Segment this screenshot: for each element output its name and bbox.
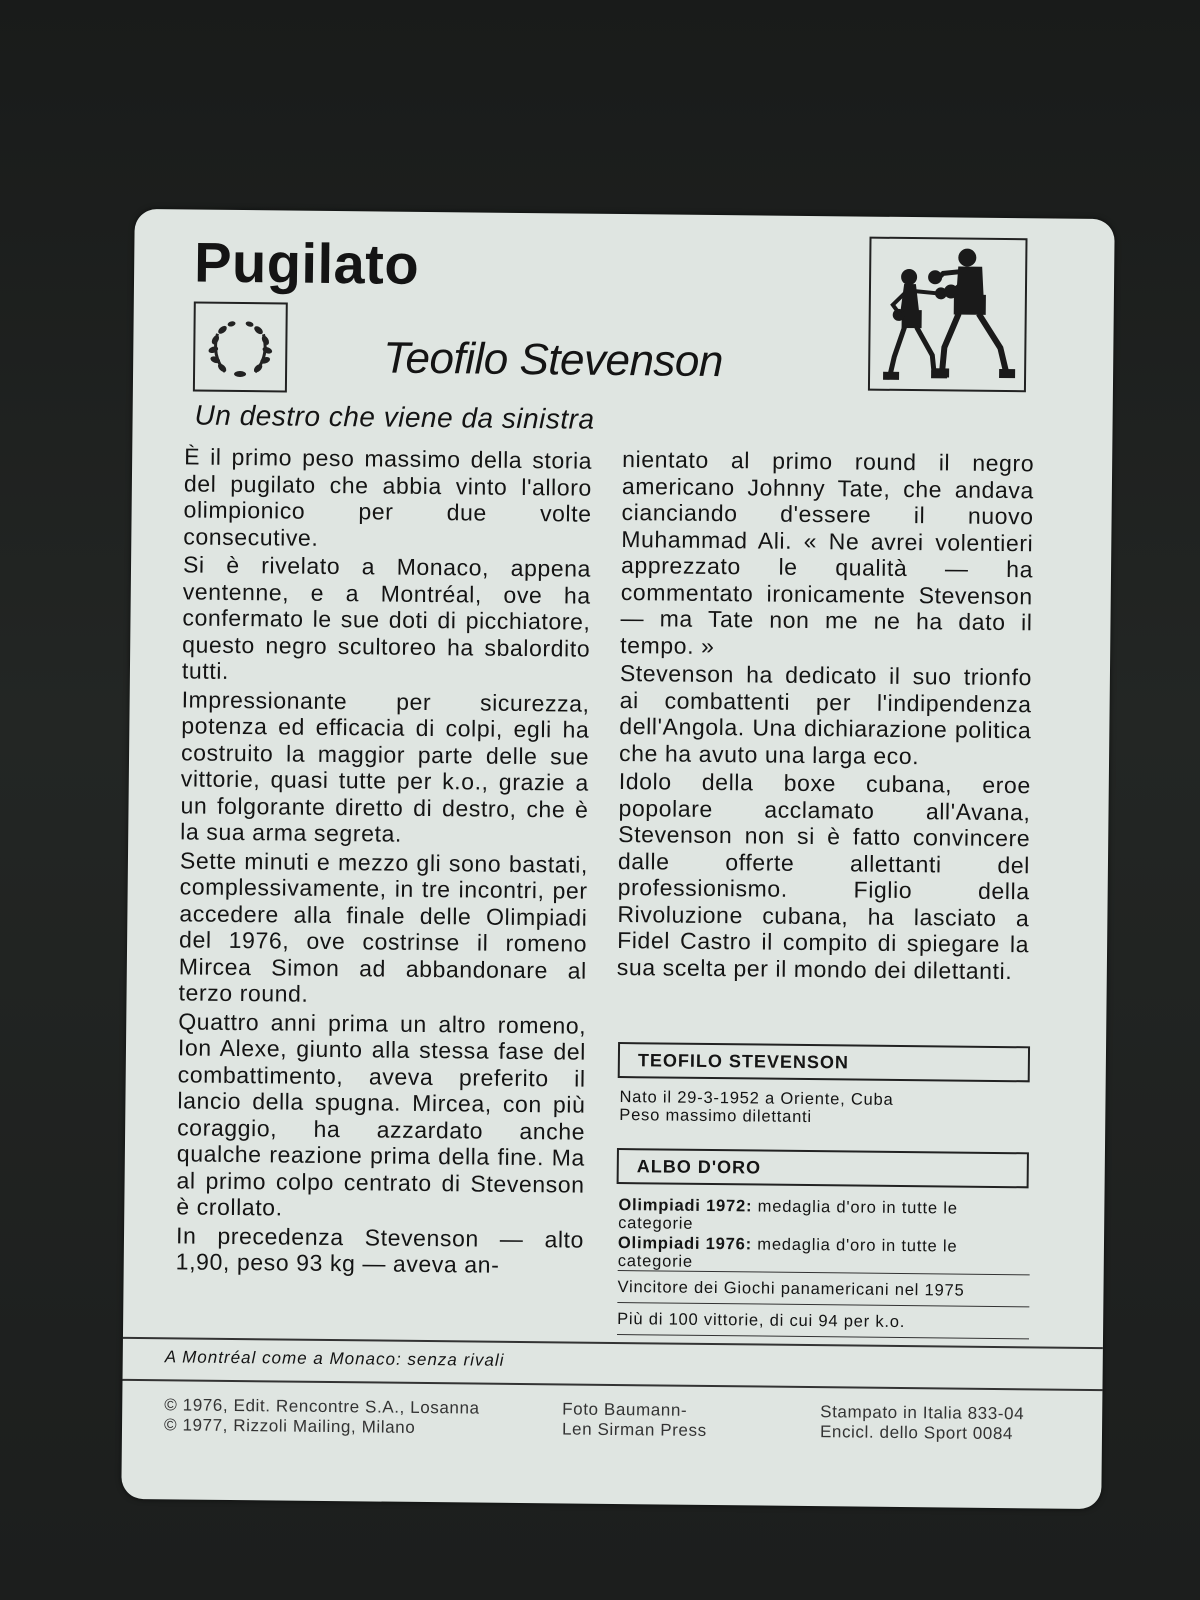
profile-header: TEOFILO STEVENSON: [618, 1042, 1030, 1082]
panamerican-honour: Vincitore dei Giochi panamericani nel 1975: [617, 1278, 965, 1300]
birth-info: Nato il 29-3-1952 a Oriente, Cuba: [619, 1088, 894, 1109]
paragraph: Sette minuti e mezzo gli sono bastati, complessivamente, in tre incontri, per accedere alla finale delle Olimpiadi del 1976, ove costrinse il romeno Mircea Simon ad abbandonare al terzo round.: [178, 846, 589, 1007]
divider: [617, 1302, 1029, 1307]
honour-1972: [618, 1196, 1030, 1236]
print-info-line: Stampato in Italia 833-04: [820, 1402, 1025, 1424]
weight-category: Peso massimo dilettanti: [619, 1106, 813, 1127]
print-info-block: [820, 1402, 1024, 1444]
victories-count: Più di 100 vittorie, di cui 94 per k.o.: [617, 1310, 906, 1332]
paragraph: Impressionante per sicurezza, potenza ed efficacia di colpi, egli ha costruito la maggior parte delle sue vittorie, quasi tutte per k.o., grazie a un folgorante diretto di destro, che è la sua arma segreta.: [180, 685, 590, 847]
divider: [617, 1334, 1029, 1339]
photo-credit-block: [562, 1399, 707, 1441]
honour-label: Olimpiadi 1972:: [618, 1196, 753, 1216]
copyright-line: © 1976, Edit. Rencontre S.A., Losanna: [164, 1395, 480, 1418]
caption-bottom-rule: [123, 1379, 1103, 1391]
honour-text: medaglia d'oro in tutte le categorie: [617, 1235, 958, 1271]
boxers-illustration: [868, 237, 1028, 393]
paragraph: Idolo della boxe cubana, eroe popolare acclamato all'Avana, Stevenson non si è fatto convincere dalle offerte allettanti del professionismo. Figlio della Rivoluzione cubana, ha lasciato a Fidel Castro il compito di spiegare la sua scelta per il mondo dei dilettanti.: [616, 768, 1031, 984]
sport-title: Pugilato: [193, 230, 420, 296]
left-text-column: [176, 443, 593, 1281]
laurel-wreath-icon: [193, 302, 288, 393]
honour-1976: [618, 1234, 1030, 1274]
sport-card: [121, 209, 1114, 1509]
print-info-line: Encicl. dello Sport 0084: [819, 1422, 1014, 1444]
profile-details: [619, 1088, 1031, 1128]
paragraph: Stevenson ha dedicato il suo trionfo ai combattenti per l'indipendenza dell'Angola. Una dichiarazione politica che ha avuto una larga eco.: [618, 660, 1033, 769]
paragraph: Si è rivelato a Monaco, appena ventenne, e a Montréal, ove ha confermato le sue doti di picchiatore, questo negro scultoreo ha sbalordito tutti.: [181, 551, 592, 684]
athlete-name: Teofilo Stevenson: [382, 333, 724, 387]
paragraph: Quattro anni prima un altro romeno, Ion Alexe, giunto alla stessa fase del combattimento, aveva preferito il lancio della spugna. Mircea, con più coraggio, ha azzardato anche qualche reazione prima della fine. Ma al primo colpo centrato di Stevenson è crollato.: [176, 1007, 587, 1221]
honour-label: Olimpiadi 1976:: [617, 1234, 753, 1254]
photo-credit-line: Len Sirman Press: [561, 1419, 707, 1440]
honours-header: ALBO D'ORO: [617, 1148, 1029, 1188]
card-subtitle: Un destro che viene da sinistra: [194, 399, 595, 435]
honours-olympics: [618, 1196, 1031, 1274]
paragraph: In precedenza Stevenson — alto 1,90, peso 93 kg — aveva an-: [175, 1221, 585, 1278]
photo-credit-line: Foto Baumann-: [562, 1399, 688, 1420]
copyright-block: [164, 1395, 480, 1438]
paragraph: nientato al primo round il negro americano Johnny Tate, che andava cianciando d'essere il nuovo Muhammad Ali. « Ne avrei volentieri apprezzato le qualità — ha commentato ironicamente Stevenson — ma Tate non me ne ha dato il tempo. »: [620, 446, 1035, 659]
paragraph: È il primo peso massimo della storia del pugilato che abbia vinto l'alloro olimpionico per due volte consecutive.: [183, 443, 593, 551]
copyright-line: © 1977, Rizzoli Mailing, Milano: [163, 1415, 416, 1437]
right-text-column: [617, 446, 1035, 986]
caption-top-rule: [123, 1337, 1103, 1349]
photo-caption: A Montréal come a Monaco: senza rivali: [164, 1347, 505, 1370]
honour-text: medaglia d'oro in tutte le categorie: [618, 1197, 958, 1233]
